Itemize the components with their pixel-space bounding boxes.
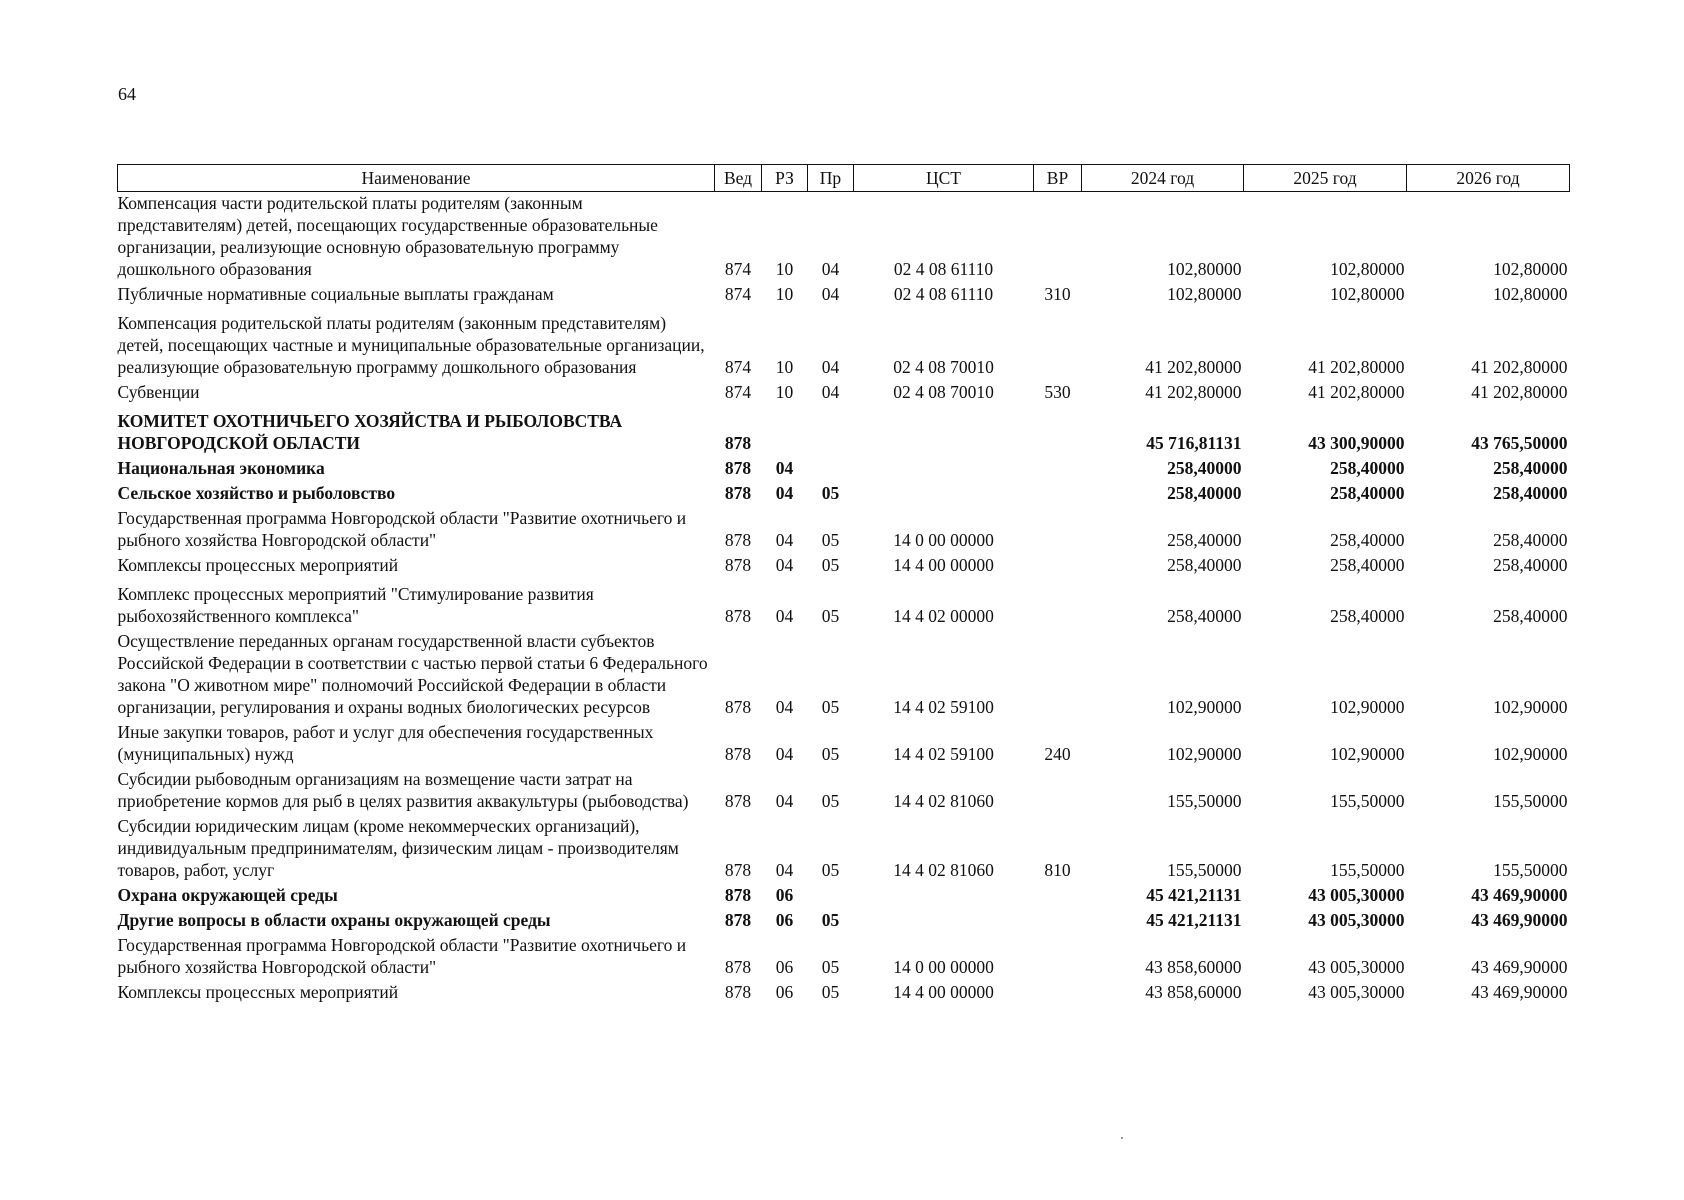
cell-2024: 258,40000 <box>1167 530 1242 550</box>
cell-2025: 258,40000 <box>1330 458 1405 478</box>
cell-cst: 02 4 08 61110 <box>893 259 994 279</box>
cell-2025: 41 202,80000 <box>1308 382 1405 402</box>
cell-2024: 45 421,21131 <box>1146 885 1242 905</box>
cell-name: Субвенции <box>117 382 200 402</box>
cell-ved: 874 <box>724 357 752 377</box>
cell-2024: 41 202,80000 <box>1145 382 1242 402</box>
cell-name: Субсидии рыбоводным организациям на возмещение части затрат на приобретение кормов для рыб в целях развития аквакультуры (рыбоводства) <box>117 769 689 811</box>
table-row <box>118 457 1570 482</box>
header-2024: 2024 год <box>1082 165 1244 192</box>
cell-cst <box>854 457 1034 482</box>
table-row <box>118 721 1570 768</box>
cell-vr <box>1034 909 1082 934</box>
cell-pr: 05 <box>821 483 840 503</box>
budget-table <box>117 164 1570 1006</box>
cell-2025: 258,40000 <box>1330 555 1405 575</box>
cell-rz: 06 <box>775 885 794 905</box>
cell-ved: 878 <box>724 433 752 453</box>
cell-vr <box>1034 554 1082 579</box>
cell-name: Осуществление переданных органам государственной власти субъектов Российской Федерации в соответствии с частью первой статьи 6 Федерального закона "О животном мире" полномочий Российской Федерации в области организации, регулирования и охраны водных биологических ресурсов <box>117 631 708 717</box>
header-cst: ЦСТ <box>854 165 1034 192</box>
cell-2025: 43 005,30000 <box>1308 982 1405 1002</box>
cell-pr <box>808 457 854 482</box>
cell-rz: 04 <box>775 791 794 811</box>
cell-2026: 43 765,50000 <box>1471 433 1568 453</box>
table-row <box>118 482 1570 507</box>
cell-rz: 04 <box>775 860 794 880</box>
cell-cst <box>854 909 1034 934</box>
cell-2026: 258,40000 <box>1493 555 1568 575</box>
cell-2024: 43 858,60000 <box>1145 957 1242 977</box>
cell-rz: 04 <box>775 606 794 626</box>
cell-2026: 258,40000 <box>1493 483 1568 503</box>
cell-pr: 05 <box>821 697 840 717</box>
cell-2024: 258,40000 <box>1167 555 1242 575</box>
cell-pr: 04 <box>821 259 840 279</box>
cell-rz: 06 <box>775 982 794 1002</box>
cell-rz: 10 <box>775 357 794 377</box>
cell-2025: 43 005,30000 <box>1308 910 1405 930</box>
table-row <box>118 934 1570 981</box>
cell-rz: 10 <box>775 382 794 402</box>
cell-2026: 102,90000 <box>1493 697 1568 717</box>
cell-2024: 45 716,81131 <box>1146 433 1242 453</box>
cell-2025: 102,80000 <box>1330 259 1405 279</box>
cell-pr: 05 <box>821 606 840 626</box>
cell-name: Государственная программа Новгородской области "Развитие охотничьего и рыбного хозяйства Новгородской области" <box>117 508 687 550</box>
cell-2025: 155,50000 <box>1330 791 1405 811</box>
cell-2026: 41 202,80000 <box>1471 382 1568 402</box>
cell-2024: 258,40000 <box>1167 483 1242 503</box>
cell-rz: 10 <box>775 259 794 279</box>
cell-cst: 14 4 02 59100 <box>893 744 994 764</box>
cell-rz: 10 <box>775 284 794 304</box>
cell-2025: 155,50000 <box>1330 860 1405 880</box>
table-row <box>118 630 1570 721</box>
cell-2025: 43 005,30000 <box>1308 957 1405 977</box>
cell-name: Сельское хозяйство и рыболовство <box>117 483 396 503</box>
cell-2026: 258,40000 <box>1493 530 1568 550</box>
cell-ved: 878 <box>724 982 752 1002</box>
cell-vr <box>1034 579 1082 630</box>
cell-name: Другие вопросы в области охраны окружающей среды <box>117 910 551 930</box>
cell-2026: 258,40000 <box>1493 606 1568 626</box>
cell-pr: 05 <box>821 530 840 550</box>
cell-2024: 43 858,60000 <box>1145 982 1242 1002</box>
cell-ved: 874 <box>724 382 752 402</box>
cell-cst: 02 4 08 61110 <box>893 284 994 304</box>
cell-2024: 41 202,80000 <box>1145 357 1242 377</box>
cell-2026: 102,90000 <box>1493 744 1568 764</box>
cell-pr: 05 <box>821 860 840 880</box>
cell-2025: 41 202,80000 <box>1308 357 1405 377</box>
cell-name: Субсидии юридическим лицам (кроме некоммерческих организаций), индивидуальным предпринимателям, физическим лицам - производителям товаров, работ, услуг <box>117 816 679 880</box>
cell-vr <box>1034 981 1082 1006</box>
cell-vr: 240 <box>1044 744 1071 764</box>
table-row <box>118 507 1570 554</box>
cell-2026: 41 202,80000 <box>1471 357 1568 377</box>
cell-cst: 14 0 00 00000 <box>893 957 994 977</box>
page-number: 64 <box>118 84 136 104</box>
cell-name: Национальная экономика <box>117 458 325 478</box>
cell-vr <box>1034 934 1082 981</box>
cell-name: Охрана окружающей среды <box>117 885 338 905</box>
cell-pr: 05 <box>821 910 840 930</box>
cell-ved: 878 <box>724 697 752 717</box>
cell-2025: 258,40000 <box>1330 530 1405 550</box>
cell-vr <box>1034 482 1082 507</box>
cell-ved: 878 <box>724 910 752 930</box>
cell-2026: 155,50000 <box>1493 791 1568 811</box>
cell-ved: 878 <box>724 483 752 503</box>
cell-ved: 878 <box>724 530 752 550</box>
cell-rz: 06 <box>775 910 794 930</box>
cell-rz: 04 <box>775 483 794 503</box>
cell-cst: 14 4 02 81060 <box>893 860 994 880</box>
cell-vr: 530 <box>1044 382 1071 402</box>
cell-vr <box>1034 457 1082 482</box>
cell-2024: 45 421,21131 <box>1146 910 1242 930</box>
table-row <box>118 308 1570 381</box>
cell-vr <box>1034 507 1082 554</box>
cell-2025: 258,40000 <box>1330 483 1405 503</box>
cell-pr: 05 <box>821 957 840 977</box>
cell-2025: 43 005,30000 <box>1308 885 1405 905</box>
cell-2024: 102,90000 <box>1167 744 1242 764</box>
table-row <box>118 909 1570 934</box>
table-row <box>118 579 1570 630</box>
header-name: Наименование <box>118 165 715 192</box>
cell-name: Комплексы процессных мероприятий <box>117 982 399 1002</box>
header-rz: РЗ <box>762 165 808 192</box>
cell-vr <box>1034 630 1082 721</box>
cell-2026: 102,80000 <box>1493 259 1568 279</box>
cell-2025: 102,80000 <box>1330 284 1405 304</box>
header-ved: Вед <box>715 165 762 192</box>
cell-2026: 155,50000 <box>1493 860 1568 880</box>
cell-rz: 06 <box>775 957 794 977</box>
header-2026: 2026 год <box>1407 165 1570 192</box>
cell-2025: 258,40000 <box>1330 606 1405 626</box>
cell-2024: 155,50000 <box>1167 860 1242 880</box>
cell-ved: 878 <box>724 860 752 880</box>
cell-rz: 04 <box>775 555 794 575</box>
table-body <box>118 192 1570 1007</box>
cell-cst <box>854 884 1034 909</box>
cell-vr <box>1034 192 1082 284</box>
cell-pr: 04 <box>821 382 840 402</box>
cell-vr: 310 <box>1044 284 1071 304</box>
cell-rz: 04 <box>775 744 794 764</box>
cell-vr <box>1034 884 1082 909</box>
cell-name: Компенсация части родительской платы родителям (законным представителям) детей, посещающих государственные образовательные организации, реализующие основную образовательную программу дошкольного образования <box>117 193 658 279</box>
cell-vr <box>1034 308 1082 381</box>
cell-2024: 102,80000 <box>1167 284 1242 304</box>
table-row <box>118 554 1570 579</box>
cell-pr <box>808 406 854 457</box>
scan-speck <box>1121 1137 1123 1139</box>
cell-cst <box>854 406 1034 457</box>
cell-cst: 14 0 00 00000 <box>893 530 994 550</box>
cell-cst: 14 4 02 00000 <box>893 606 994 626</box>
cell-rz: 04 <box>775 458 794 478</box>
cell-2024: 102,90000 <box>1167 697 1242 717</box>
cell-rz <box>762 406 808 457</box>
cell-cst: 14 4 00 00000 <box>893 555 994 575</box>
cell-2025: 43 300,90000 <box>1308 433 1405 453</box>
cell-2026: 258,40000 <box>1493 458 1568 478</box>
cell-cst: 02 4 08 70010 <box>893 357 994 377</box>
cell-cst: 14 4 02 59100 <box>893 697 994 717</box>
cell-ved: 874 <box>724 284 752 304</box>
cell-name: Публичные нормативные социальные выплаты гражданам <box>117 284 554 304</box>
table-header-row <box>118 165 1570 192</box>
cell-pr: 04 <box>821 284 840 304</box>
cell-pr: 05 <box>821 555 840 575</box>
cell-pr: 04 <box>821 357 840 377</box>
cell-cst: 02 4 08 70010 <box>893 382 994 402</box>
header-2025: 2025 год <box>1244 165 1407 192</box>
header-vr: ВР <box>1034 165 1082 192</box>
cell-ved: 878 <box>724 957 752 977</box>
table-row <box>118 192 1570 284</box>
cell-pr <box>808 884 854 909</box>
cell-rz: 04 <box>775 697 794 717</box>
cell-vr <box>1034 768 1082 815</box>
cell-name: Компенсация родительской платы родителям (законным представителям) детей, посещающих частные и муниципальные образовательные организации, реализующие образовательную программу дошкольного образования <box>117 313 705 377</box>
cell-cst: 14 4 02 81060 <box>893 791 994 811</box>
cell-ved: 878 <box>724 744 752 764</box>
cell-vr <box>1034 406 1082 457</box>
header-pr: Пр <box>808 165 854 192</box>
cell-2025: 102,90000 <box>1330 744 1405 764</box>
cell-2024: 258,40000 <box>1167 458 1242 478</box>
table-row <box>118 283 1570 308</box>
table-row <box>118 884 1570 909</box>
cell-2024: 102,80000 <box>1167 259 1242 279</box>
cell-ved: 878 <box>724 791 752 811</box>
cell-ved: 878 <box>724 606 752 626</box>
cell-pr: 05 <box>821 744 840 764</box>
cell-name: Иные закупки товаров, работ и услуг для обеспечения государственных (муниципальных) нужд <box>117 722 654 764</box>
cell-rz: 04 <box>775 530 794 550</box>
table-row <box>118 768 1570 815</box>
table-row <box>118 815 1570 884</box>
cell-vr: 810 <box>1044 860 1071 880</box>
cell-2026: 102,80000 <box>1493 284 1568 304</box>
cell-2025: 102,90000 <box>1330 697 1405 717</box>
cell-pr: 05 <box>821 791 840 811</box>
cell-2026: 43 469,90000 <box>1471 957 1568 977</box>
cell-cst <box>854 482 1034 507</box>
cell-2026: 43 469,90000 <box>1471 885 1568 905</box>
cell-name: Государственная программа Новгородской области "Развитие охотничьего и рыбного хозяйства Новгородской области" <box>117 935 687 977</box>
cell-ved: 878 <box>724 885 752 905</box>
cell-name: Комплекс процессных мероприятий "Стимулирование развития рыбохозяйственного комплекса" <box>117 584 594 626</box>
cell-2024: 258,40000 <box>1167 606 1242 626</box>
cell-pr: 05 <box>821 982 840 1002</box>
cell-ved: 878 <box>724 555 752 575</box>
cell-2024: 155,50000 <box>1167 791 1242 811</box>
cell-2026: 43 469,90000 <box>1471 910 1568 930</box>
table-row <box>118 406 1570 457</box>
cell-ved: 878 <box>724 458 752 478</box>
table-row <box>118 981 1570 1006</box>
cell-ved: 874 <box>724 259 752 279</box>
cell-name: КОМИТЕТ ОХОТНИЧЬЕГО ХОЗЯЙСТВА И РЫБОЛОВСТВА НОВГОРОДСКОЙ ОБЛАСТИ <box>117 411 623 453</box>
table-row <box>118 381 1570 406</box>
cell-cst: 14 4 00 00000 <box>893 982 994 1002</box>
cell-name: Комплексы процессных мероприятий <box>117 555 399 575</box>
cell-2026: 43 469,90000 <box>1471 982 1568 1002</box>
